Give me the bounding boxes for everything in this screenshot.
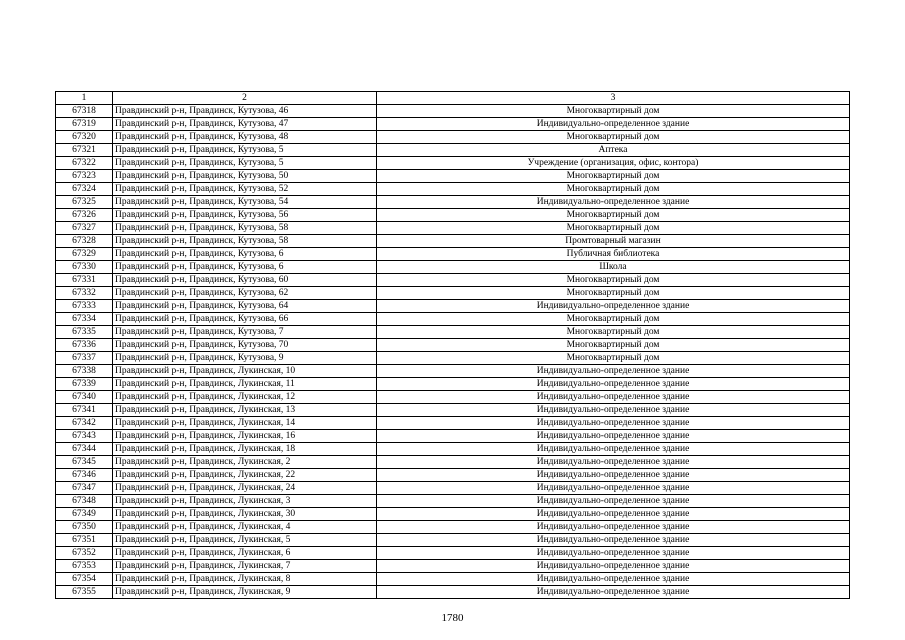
table-row (56, 534, 850, 547)
address-cell: Правдинский р-н, Правдинск, Лукинская, 4 (113, 521, 377, 534)
record-id-cell: 67320 (56, 131, 113, 144)
table-row (56, 417, 850, 430)
address-cell: Правдинский р-н, Правдинск, Кутузова, 5 (113, 157, 377, 170)
object-type-cell: Индивидуально-определенное здание (377, 365, 850, 378)
table-row (56, 144, 850, 157)
address-cell: Правдинский р-н, Правдинск, Кутузова, 5 (113, 144, 377, 157)
address-cell: Правдинский р-н, Правдинск, Лукинская, 9 (113, 586, 377, 599)
table-row (56, 170, 850, 183)
table-row (56, 313, 850, 326)
table-row (56, 235, 850, 248)
table-row (56, 105, 850, 118)
address-cell: Правдинский р-н, Правдинск, Лукинская, 11 (113, 378, 377, 391)
object-type-cell: Многоквартирный дом (377, 352, 850, 365)
table-row (56, 118, 850, 131)
record-id-cell: 67343 (56, 430, 113, 443)
address-cell: Правдинский р-н, Правдинск, Кутузова, 60 (113, 274, 377, 287)
record-id-cell: 67332 (56, 287, 113, 300)
record-id-cell: 67353 (56, 560, 113, 573)
object-type-cell: Многоквартирный дом (377, 105, 850, 118)
address-cell: Правдинский р-н, Правдинск, Лукинская, 5 (113, 534, 377, 547)
object-type-cell: Учреждение (организация, офис, контора) (377, 157, 850, 170)
table-row (56, 547, 850, 560)
table-row (56, 521, 850, 534)
object-type-cell: Многоквартирный дом (377, 222, 850, 235)
address-cell: Правдинский р-н, Правдинск, Кутузова, 66 (113, 313, 377, 326)
record-id-cell: 67321 (56, 144, 113, 157)
object-type-cell: Многоквартирный дом (377, 170, 850, 183)
record-id-cell: 67347 (56, 482, 113, 495)
object-type-cell: Индивидуально-определенное здание (377, 547, 850, 560)
record-id-cell: 67342 (56, 417, 113, 430)
object-type-cell: Индивидуально-определенное здание (377, 391, 850, 404)
table-row (56, 469, 850, 482)
address-cell: Правдинский р-н, Правдинск, Кутузова, 50 (113, 170, 377, 183)
table-row (56, 378, 850, 391)
address-cell: Правдинский р-н, Правдинск, Кутузова, 48 (113, 131, 377, 144)
address-cell: Правдинский р-н, Правдинск, Кутузова, 52 (113, 183, 377, 196)
address-cell: Правдинский р-н, Правдинск, Кутузова, 6 (113, 261, 377, 274)
record-id-cell: 67350 (56, 521, 113, 534)
table-row (56, 300, 850, 313)
address-cell: Правдинский р-н, Правдинск, Лукинская, 14 (113, 417, 377, 430)
table-row (56, 196, 850, 209)
address-cell: Правдинский р-н, Правдинск, Кутузова, 9 (113, 352, 377, 365)
object-type-cell: Многоквартирный дом (377, 326, 850, 339)
record-id-cell: 67337 (56, 352, 113, 365)
address-cell: Правдинский р-н, Правдинск, Лукинская, 2 (113, 456, 377, 469)
object-type-cell: Индивидуально-определенное здание (377, 443, 850, 456)
address-cell: Правдинский р-н, Правдинск, Кутузова, 58 (113, 235, 377, 248)
table-row (56, 157, 850, 170)
object-type-cell: Индивидуально-определенное здание (377, 521, 850, 534)
table-row (56, 248, 850, 261)
address-cell: Правдинский р-н, Правдинск, Кутузова, 46 (113, 105, 377, 118)
address-cell: Правдинский р-н, Правдинск, Лукинская, 8 (113, 573, 377, 586)
table-row (56, 456, 850, 469)
record-id-cell: 67346 (56, 469, 113, 482)
record-id-cell: 67348 (56, 495, 113, 508)
table-row (56, 586, 850, 599)
record-id-cell: 67334 (56, 313, 113, 326)
address-cell: Правдинский р-н, Правдинск, Кутузова, 47 (113, 118, 377, 131)
address-cell: Правдинский р-н, Правдинск, Лукинская, 30 (113, 508, 377, 521)
record-id-cell: 67328 (56, 235, 113, 248)
table-row (56, 287, 850, 300)
table-row (56, 365, 850, 378)
column-number-1: 1 (56, 92, 113, 105)
address-cell: Правдинский р-н, Правдинск, Кутузова, 56 (113, 209, 377, 222)
table-row (56, 508, 850, 521)
record-id-cell: 67340 (56, 391, 113, 404)
object-type-cell: Индивидуально-определенное здание (377, 586, 850, 599)
address-cell: Правдинский р-н, Правдинск, Кутузова, 62 (113, 287, 377, 300)
address-cell: Правдинский р-н, Правдинск, Лукинская, 10 (113, 365, 377, 378)
object-type-cell: Промтоварный магазин (377, 235, 850, 248)
address-cell: Правдинский р-н, Правдинск, Лукинская, 7 (113, 560, 377, 573)
address-cell: Правдинский р-н, Правдинск, Лукинская, 3 (113, 495, 377, 508)
table-row (56, 391, 850, 404)
table-row (56, 183, 850, 196)
object-type-cell: Индивидуально-определенное здание (377, 560, 850, 573)
object-type-cell: Индивидуально-определенное здание (377, 482, 850, 495)
record-id-cell: 67330 (56, 261, 113, 274)
object-type-cell: Школа (377, 261, 850, 274)
record-id-cell: 67327 (56, 222, 113, 235)
record-id-cell: 67331 (56, 274, 113, 287)
record-id-cell: 67352 (56, 547, 113, 560)
object-type-cell: Индивидуально-определенное здание (377, 196, 850, 209)
object-type-cell: Индивидуально-определенное здание (377, 378, 850, 391)
record-id-cell: 67322 (56, 157, 113, 170)
record-id-cell: 67354 (56, 573, 113, 586)
column-number-3: 3 (377, 92, 850, 105)
table-row (56, 326, 850, 339)
object-type-cell: Индивидуально-определенное здание (377, 508, 850, 521)
object-type-cell: Индивидуально-определенное здание (377, 300, 850, 313)
object-type-cell: Многоквартирный дом (377, 313, 850, 326)
record-id-cell: 67344 (56, 443, 113, 456)
table-row (56, 430, 850, 443)
table-row (56, 404, 850, 417)
object-type-cell: Индивидуально-определенное здание (377, 469, 850, 482)
table-row (56, 261, 850, 274)
record-id-cell: 67351 (56, 534, 113, 547)
record-id-cell: 67323 (56, 170, 113, 183)
column-number-row (56, 92, 850, 105)
object-type-cell: Индивидуально-определенное здание (377, 573, 850, 586)
table-row (56, 495, 850, 508)
record-id-cell: 67339 (56, 378, 113, 391)
object-type-cell: Индивидуально-определенное здание (377, 118, 850, 131)
address-cell: Правдинский р-н, Правдинск, Лукинская, 6 (113, 547, 377, 560)
table-row (56, 274, 850, 287)
object-type-cell: Многоквартирный дом (377, 183, 850, 196)
record-id-cell: 67329 (56, 248, 113, 261)
object-type-cell: Многоквартирный дом (377, 274, 850, 287)
address-cell: Правдинский р-н, Правдинск, Кутузова, 70 (113, 339, 377, 352)
table-row (56, 131, 850, 144)
object-type-cell: Многоквартирный дом (377, 131, 850, 144)
record-id-cell: 67335 (56, 326, 113, 339)
address-cell: Правдинский р-н, Правдинск, Лукинская, 16 (113, 430, 377, 443)
record-id-cell: 67333 (56, 300, 113, 313)
record-id-cell: 67319 (56, 118, 113, 131)
record-id-cell: 67324 (56, 183, 113, 196)
object-type-cell: Индивидуально-определенное здание (377, 534, 850, 547)
address-cell: Правдинский р-н, Правдинск, Кутузова, 64 (113, 300, 377, 313)
registry-table (55, 91, 850, 599)
table-row (56, 209, 850, 222)
object-type-cell: Публичная библиотека (377, 248, 850, 261)
object-type-cell: Многоквартирный дом (377, 287, 850, 300)
record-id-cell: 67325 (56, 196, 113, 209)
address-cell: Правдинский р-н, Правдинск, Кутузова, 58 (113, 222, 377, 235)
address-cell: Правдинский р-н, Правдинск, Лукинская, 22 (113, 469, 377, 482)
address-cell: Правдинский р-н, Правдинск, Кутузова, 7 (113, 326, 377, 339)
object-type-cell: Индивидуально-определенное здание (377, 417, 850, 430)
record-id-cell: 67341 (56, 404, 113, 417)
column-number-2: 2 (113, 92, 377, 105)
address-cell: Правдинский р-н, Правдинск, Лукинская, 24 (113, 482, 377, 495)
table-row (56, 482, 850, 495)
table-row (56, 352, 850, 365)
object-type-cell: Многоквартирный дом (377, 339, 850, 352)
table-row (56, 222, 850, 235)
table-row (56, 443, 850, 456)
record-id-cell: 67318 (56, 105, 113, 118)
record-id-cell: 67345 (56, 456, 113, 469)
object-type-cell: Индивидуально-определенное здание (377, 430, 850, 443)
object-type-cell: Индивидуально-определенное здание (377, 456, 850, 469)
record-id-cell: 67338 (56, 365, 113, 378)
page-number: 1780 (441, 612, 464, 624)
address-cell: Правдинский р-н, Правдинск, Кутузова, 54 (113, 196, 377, 209)
object-type-cell: Многоквартирный дом (377, 209, 850, 222)
registry-table-body (56, 92, 850, 599)
object-type-cell: Аптека (377, 144, 850, 157)
address-cell: Правдинский р-н, Правдинск, Лукинская, 13 (113, 404, 377, 417)
address-cell: Правдинский р-н, Правдинск, Кутузова, 6 (113, 248, 377, 261)
table-row (56, 573, 850, 586)
address-cell: Правдинский р-н, Правдинск, Лукинская, 12 (113, 391, 377, 404)
table-row (56, 339, 850, 352)
address-cell: Правдинский р-н, Правдинск, Лукинская, 18 (113, 443, 377, 456)
record-id-cell: 67326 (56, 209, 113, 222)
record-id-cell: 67355 (56, 586, 113, 599)
record-id-cell: 67349 (56, 508, 113, 521)
object-type-cell: Индивидуально-определенное здание (377, 495, 850, 508)
object-type-cell: Индивидуально-определенное здание (377, 404, 850, 417)
table-row (56, 560, 850, 573)
record-id-cell: 67336 (56, 339, 113, 352)
